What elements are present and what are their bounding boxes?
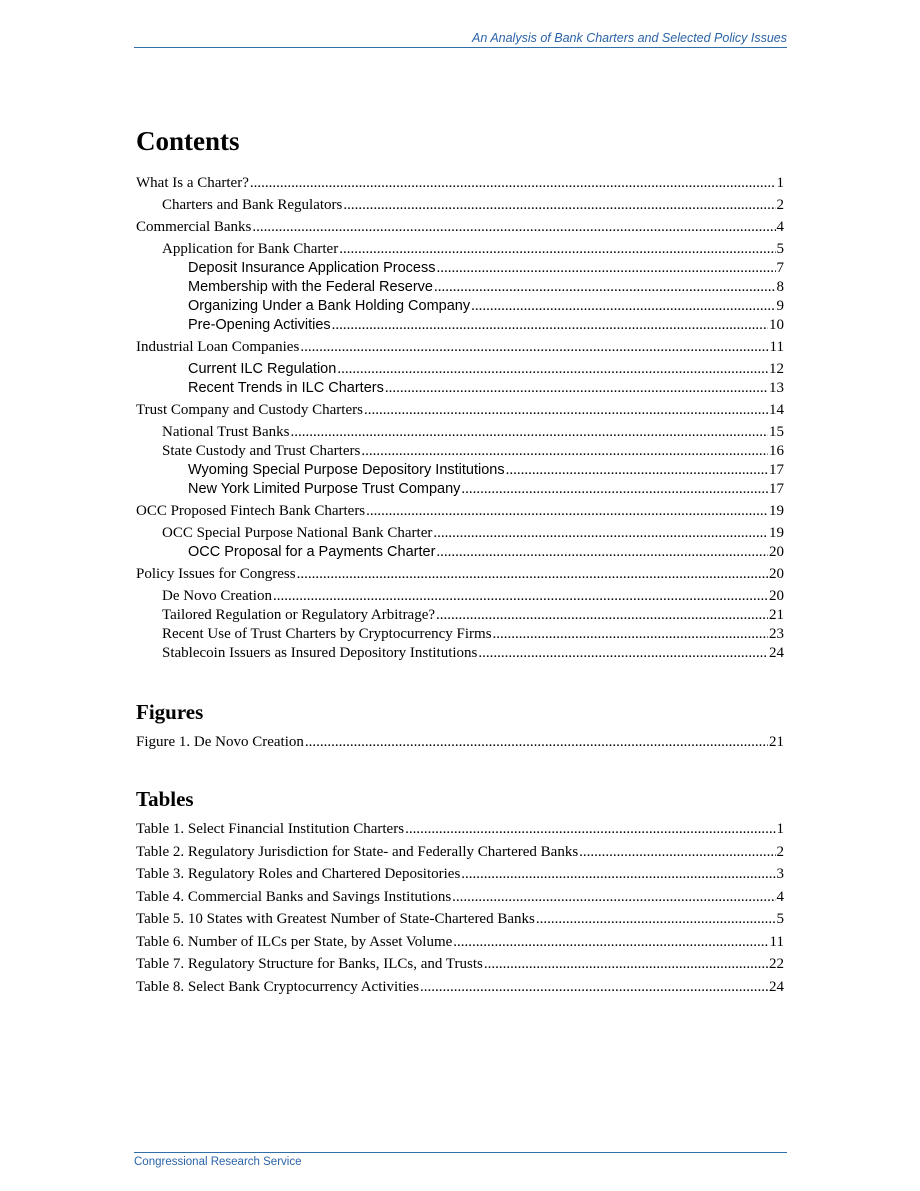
dot-leader	[506, 461, 768, 480]
dot-leader	[484, 955, 768, 974]
figures-heading: Figures	[136, 700, 204, 724]
dot-leader	[420, 978, 768, 997]
footer-publisher: Congressional Research Service	[134, 1156, 302, 1168]
toc-entry-title: Tailored Regulation or Regulatory Arbitrage?	[162, 607, 436, 623]
dot-leader	[273, 587, 768, 606]
table-entry-title: Table 7. Regulatory Structure for Banks, ILCs, and Trusts	[136, 956, 483, 972]
toc-entry-page: 21	[769, 607, 784, 623]
table-entry-page: 4	[776, 888, 784, 905]
toc-entry-page: 11	[769, 339, 784, 355]
table-entry[interactable]	[136, 933, 784, 952]
toc-entry-title: National Trust Banks	[162, 424, 290, 440]
toc-entry-page: 5	[776, 241, 784, 257]
toc-entry[interactable]	[136, 316, 784, 335]
table-entry[interactable]	[136, 955, 784, 974]
figures-list	[136, 733, 784, 752]
toc-entry-title: State Custody and Trust Charters	[162, 443, 361, 459]
toc-entry-title: Current ILC Regulation	[188, 361, 337, 377]
contents-section	[136, 124, 784, 663]
table-entry-page: 22	[769, 956, 784, 972]
toc-entry-page: 17	[769, 462, 784, 478]
toc-entry-title: OCC Proposal for a Payments Charter	[188, 544, 436, 560]
toc-entry-page: 17	[769, 481, 784, 497]
toc-entry-title: Wyoming Special Purpose Depository Institutions	[188, 462, 505, 478]
toc-entry-page: 2	[776, 197, 784, 213]
toc-entry-title: Charters and Bank Regulators	[162, 197, 343, 213]
dot-leader	[297, 565, 768, 584]
figures-section	[136, 698, 784, 752]
dot-leader	[434, 278, 776, 297]
toc-entry[interactable]	[136, 480, 784, 499]
toc-entry[interactable]	[136, 606, 784, 625]
toc-entry-title: OCC Special Purpose National Bank Charter	[162, 525, 433, 541]
toc-entry[interactable]	[136, 565, 784, 584]
dot-leader	[343, 196, 775, 215]
toc-entry[interactable]	[136, 338, 784, 357]
toc-entry-page: 7	[776, 260, 784, 276]
table-entry[interactable]	[136, 820, 784, 839]
toc-entry[interactable]	[136, 196, 784, 215]
toc-entry-title: Trust Company and Custody Charters	[136, 402, 363, 418]
running-header	[134, 30, 787, 48]
toc-entry[interactable]	[136, 461, 784, 480]
toc-entry[interactable]	[136, 524, 784, 543]
dot-leader	[536, 910, 776, 929]
toc-entry-title: Application for Bank Charter	[162, 241, 339, 257]
contents-heading: Contents	[136, 126, 240, 156]
dot-leader	[339, 240, 775, 259]
dot-leader	[385, 379, 768, 398]
tables-heading: Tables	[136, 787, 194, 811]
dot-leader	[461, 865, 775, 884]
dot-leader	[405, 820, 775, 839]
toc-entry-page: 23	[769, 626, 784, 642]
toc-entry-title: New York Limited Purpose Trust Company	[188, 481, 461, 497]
toc-entry-page: 8	[776, 279, 784, 295]
dot-leader	[364, 401, 768, 420]
table-entry-title: Table 4. Commercial Banks and Savings Institutions	[136, 888, 452, 905]
dot-leader	[433, 524, 768, 543]
dot-leader	[478, 644, 768, 663]
table-entry-title: Table 1. Select Financial Institution Charters	[136, 821, 405, 837]
toc-entry-page: 1	[776, 175, 784, 191]
toc-entry-page: 10	[769, 317, 784, 333]
table-entry-page: 24	[769, 978, 784, 995]
table-entry-page: 5	[776, 911, 784, 927]
toc-entry[interactable]	[136, 502, 784, 521]
contents-list	[136, 174, 784, 663]
table-entry-page: 11	[769, 933, 784, 950]
toc-entry-page: 19	[769, 503, 784, 519]
toc-entry[interactable]	[136, 587, 784, 606]
tables-section	[136, 785, 784, 997]
dot-leader	[361, 442, 768, 461]
toc-entry-title: Policy Issues for Congress	[136, 566, 296, 582]
figure-entry-title: Figure 1. De Novo Creation	[136, 734, 304, 750]
table-entry-title: Table 8. Select Bank Cryptocurrency Activities	[136, 978, 420, 995]
dot-leader	[436, 259, 775, 278]
toc-entry-title: De Novo Creation	[162, 588, 272, 604]
table-entry[interactable]	[136, 843, 784, 862]
table-entry-page: 1	[776, 821, 784, 837]
dot-leader	[436, 606, 768, 625]
toc-entry[interactable]	[136, 278, 784, 297]
toc-entry-page: 20	[769, 566, 784, 582]
toc-entry-page: 20	[769, 588, 784, 604]
toc-entry-page: 12	[769, 361, 784, 377]
toc-entry-page: 24	[769, 645, 784, 661]
table-entry-page: 3	[776, 866, 784, 882]
toc-entry-title: Deposit Insurance Application Process	[188, 260, 436, 276]
table-entry-title: Table 2. Regulatory Jurisdiction for State- and Federally Chartered Banks	[136, 843, 579, 860]
toc-entry[interactable]	[136, 401, 784, 420]
dot-leader	[250, 174, 776, 193]
toc-entry-title: Membership with the Federal Reserve	[188, 279, 433, 295]
toc-entry[interactable]	[136, 360, 784, 379]
toc-entry-title: Recent Trends in ILC Charters	[188, 380, 384, 396]
table-entry[interactable]	[136, 910, 784, 929]
toc-entry[interactable]	[136, 259, 784, 278]
toc-entry[interactable]	[136, 174, 784, 193]
dot-leader	[332, 316, 768, 335]
dot-leader	[493, 625, 768, 644]
table-entry[interactable]	[136, 888, 784, 907]
toc-entry-title: Stablecoin Issuers as Insured Depository Institutions	[162, 645, 478, 661]
toc-entry[interactable]	[136, 442, 784, 461]
toc-entry-page: 13	[769, 380, 784, 396]
dot-leader	[579, 843, 775, 862]
dot-leader	[471, 297, 775, 316]
toc-entry-page: 20	[769, 544, 784, 560]
toc-entry[interactable]	[136, 379, 784, 398]
dot-leader	[436, 543, 768, 562]
toc-entry-page: 16	[769, 443, 784, 459]
table-entry-page: 2	[776, 843, 784, 860]
toc-entry-page: 15	[769, 424, 784, 440]
toc-entry-page: 4	[776, 219, 784, 235]
dot-leader	[252, 218, 775, 237]
table-of-contents	[136, 124, 784, 997]
dot-leader	[461, 480, 768, 499]
toc-entry[interactable]	[136, 625, 784, 644]
table-entry-title: Table 6. Number of ILCs per State, by Asset Volume	[136, 933, 453, 950]
dot-leader	[452, 888, 775, 907]
toc-entry-title: Recent Use of Trust Charters by Cryptocurrency Firms	[162, 626, 492, 642]
dot-leader	[300, 338, 768, 357]
tables-list	[136, 820, 784, 997]
toc-entry-title: Commercial Banks	[136, 219, 252, 235]
table-entry[interactable]	[136, 978, 784, 997]
dot-leader	[366, 502, 768, 521]
dot-leader	[305, 733, 768, 752]
table-entry-title: Table 3. Regulatory Roles and Chartered Depositories	[136, 866, 461, 882]
figure-entry-page: 21	[769, 734, 784, 750]
toc-entry-page: 19	[769, 525, 784, 541]
footer	[134, 1152, 787, 1168]
table-entry[interactable]	[136, 865, 784, 884]
toc-entry[interactable]	[136, 543, 784, 562]
dot-leader	[453, 933, 768, 952]
dot-leader	[291, 423, 768, 442]
figure-entry[interactable]	[136, 733, 784, 752]
toc-entry-title: Organizing Under a Bank Holding Company	[188, 298, 471, 314]
dot-leader	[337, 360, 768, 379]
toc-entry[interactable]	[136, 240, 784, 259]
toc-entry-page: 14	[769, 402, 784, 418]
toc-entry-title: Industrial Loan Companies	[136, 339, 300, 355]
toc-entry-title: OCC Proposed Fintech Bank Charters	[136, 503, 366, 519]
toc-entry[interactable]	[136, 297, 784, 316]
toc-entry-page: 9	[776, 298, 784, 314]
toc-entry[interactable]	[136, 644, 784, 663]
running-header-title: An Analysis of Bank Charters and Selected Policy Issues	[472, 31, 787, 45]
toc-entry[interactable]	[136, 218, 784, 237]
toc-entry-title: Pre-Opening Activities	[188, 317, 331, 333]
toc-entry[interactable]	[136, 423, 784, 442]
toc-entry-title: What Is a Charter?	[136, 175, 249, 191]
table-entry-title: Table 5. 10 States with Greatest Number of State-Chartered Banks	[136, 911, 535, 927]
